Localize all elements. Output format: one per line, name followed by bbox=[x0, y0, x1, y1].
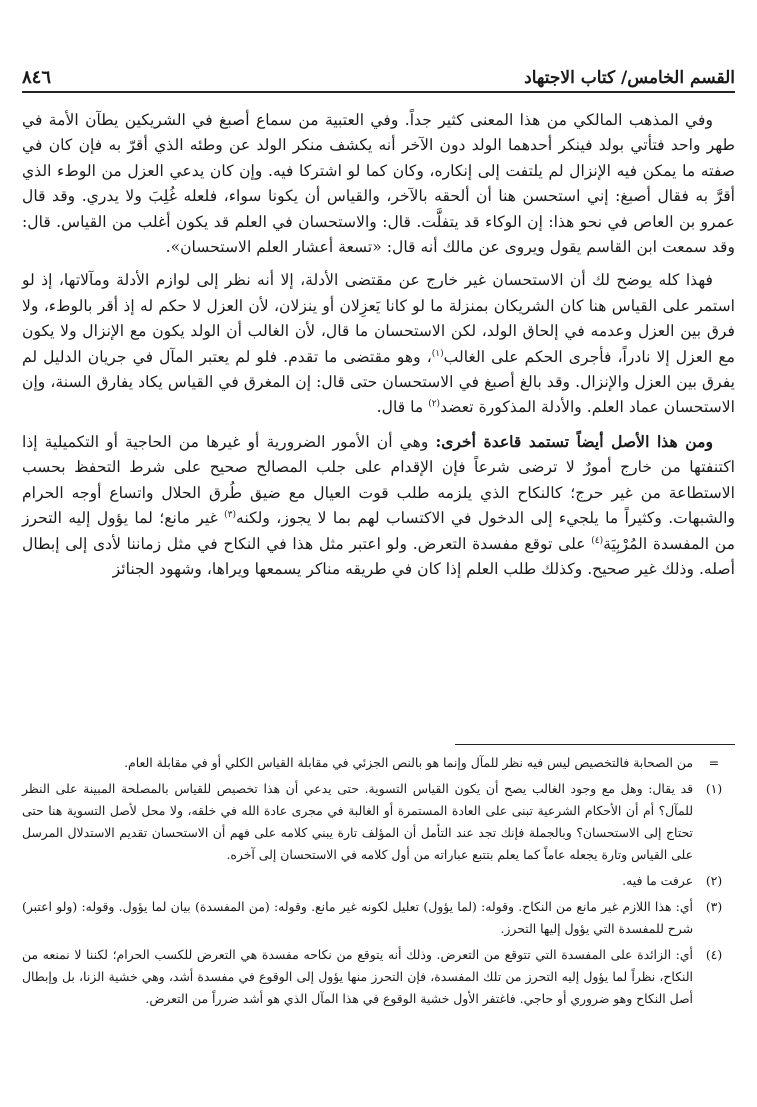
footnote-text: من الصحابة فالتخصيص ليس فيه نظر للمآل وإنما هو بالنص الجزئي في مقابلة القياس الكلي أو في مقابلة العام. bbox=[124, 755, 693, 770]
footnote-text: أي: الزائدة على المفسدة التي تتوقع من التعرض. وذلك أنه يتوقع من نكاحه مفسدة هي التعرض للكسب الحرام؛ لكننا لا نمنعه من النكاح، نظراً لما يؤول إليه التحرز من تلك المفسدة، فإن التحرز منها يؤول إلى الوقوع في مفسدة أشد، وهي خشية الزنا، بل وإبطال أصل النكاح وهو ضروري أو حاجي. فاغتفر الأول خشية الوقوع في هذا المآل الذي هو أشد ضرراً من التعرض. bbox=[22, 947, 693, 1006]
footnote-mark: (٣) bbox=[705, 899, 723, 914]
footnote-mark: (٢) bbox=[705, 873, 723, 888]
paragraph-3 bbox=[22, 429, 735, 582]
paragraph-3-part-a: وهي أن الأمور الضرورية أو غيرها من الحاجية أو التكميلية إذا اكتنفتها من خارج أمورٌ لا ترضى شرعاً فإن الإقدام على جلب المصالح صحيح على شرط التحفظ بحسب الاستطاعة من غير حرج؛ كالنكاح الذي يلزمه طلب قوت العيال مع ضيق طُرق الحلال واتساع أوجه الحرام والشبهات. وكثيراً ما يلجيء إلى الدخول في الاكتساب لهم بما لا يجوز، ولكنه bbox=[22, 432, 735, 528]
footnote-4 bbox=[22, 944, 735, 1010]
paragraph-2-part-c: ما قال. bbox=[376, 398, 429, 417]
page-number: ٨٤٦ bbox=[22, 67, 52, 88]
paragraph-1: وفي المذهب المالكي من هذا المعنى كثير جداً. وفي العتبية من سماع أصبغ في الشريكين يطآن الأمة في طهر واحد فتأتي بولد فينكر أحدهما الولد دون الآخر أنه يكشف منكر الولد عن وطئه الذي أقرّ به فإن كان في صفته ما يمكن فيه الإنزال لم يلتفت إلى إنكاره، وكان كما لو اشتركا فيه. وإن كان يدعي العزل من الوطء الذي أقرَّ به فقال أصبغ: إني استحسن هنا أن ألحقه بالآخر، والقياس أن يكونا سواء، فلعله غُلِبَ ولا يدري. وقد قال عمرو بن العاص في نحو هذا: إن الوكاء قد يتفلَّت. قال: والاستحسان في العلم قد يكون أغلب من القياس. قال: وقد سمعت ابن القاسم يقول ويروى عن مالك أنه قال: «تسعة أعشار العلم الاستحسان». bbox=[22, 111, 735, 257]
paragraph-2 bbox=[22, 268, 735, 420]
footnote-mark: (١) bbox=[705, 781, 723, 796]
footnote-3 bbox=[22, 896, 735, 940]
paragraph-3-part-b: غير مانع؛ لما يؤول إليه التحرز من المفسدة المُرْبِيَة bbox=[22, 509, 735, 553]
footnote-mark: (٤) bbox=[705, 947, 723, 962]
footnote-1 bbox=[22, 778, 735, 866]
footnote-2 bbox=[22, 870, 735, 892]
running-title: القسم الخامس/ كتاب الاجتهاد bbox=[524, 68, 735, 88]
paragraph-3-part-c: على توقع مفسدة التعرض. ولو اعتبر مثل هذا في النكاح في مثل زماننا لأدى إلى إبطال أصله. وذلك غير صحيح. وكذلك طلب العلم إذا كان في طريقه مناكر يسمعها ويراها، وشهود الجنائز bbox=[22, 534, 735, 578]
footnote-text: عرفت ما فيه. bbox=[622, 873, 693, 888]
footnote-mark: = bbox=[708, 755, 720, 770]
footnote-continued bbox=[22, 752, 735, 774]
footnotes bbox=[22, 752, 735, 1014]
footnote-ref-3[interactable]: (٣) bbox=[224, 509, 236, 520]
footnote-ref-4[interactable]: (٤) bbox=[591, 535, 604, 546]
footnote-divider bbox=[455, 744, 735, 745]
footnote-ref-1[interactable]: (١) bbox=[431, 348, 444, 359]
footnote-ref-2[interactable]: (٢) bbox=[428, 399, 441, 410]
footnote-text: أي: هذا اللازم غير مانع من النكاح. وقوله: (لما يؤول) تعليل لكونه غير مانع. وقوله: (من المفسدة) بيان لما يؤول. وقوله: (ولو اعتبر) شرح للمفسدة التي يؤول إليها التحرز. bbox=[22, 899, 693, 936]
page-header bbox=[22, 58, 735, 93]
paragraph-2-part-a: فهذا كله يوضح لك أن الاستحسان غير خارج عن مقتضى الأدلة، إلا أنه نظر إلى لوازم الأدلة ومآلاتها، إذ لو استمر على القياس هنا كان الشريكان بمنزلة ما لو كانا يَعزِلان أو ينزلان، لأن العزل لا حكم له إذ أقر بالوطء، ولا فرق بين العزل وعدمه في إلحاق الولد، لكن الاستحسان ما قال، لأن الغالب أن الولد يكون مع الإنزال ولا يكون مع العزل إلا نادراً، فأجرى الحكم على الغالب bbox=[22, 271, 735, 366]
paragraph-2-part-b: ، وهو مقتضى ما تقدم. فلو لم يعتبر المآل في جريان الدليل لم يفرق بين العزل والإنزال. وقد بالغ أصبغ في الاستحسان حتى قال: إن المغرق في القياس يكاد يفارق السنة، وإن الاستحسان عماد العلم. والأدلة المذكورة تعضد bbox=[22, 347, 735, 417]
main-text bbox=[22, 108, 735, 590]
footnote-text: قد يقال: وهل مع وجود الغالب يصح أن يكون القياس التسوية. حتى يدعي أن هذا تخصيص للقياس بالمصلحة المبينة على النظر للمآل؟ أم أن الأحكام الشرعية تبنى على العادة المستمرة أو الغالبة في مجرى عادة الله في خلقه، ولا محل لأصل التسوية هنا حتى تحتاج إلى الاستحسان؟ وبالجملة فإنك تجد عند التأمل أن المؤلف تارة يبني كلامه على فهم أن الاستحسان تقديم الاستدلال المرسل على القياس وتارة يجعله عاماً كما يعلم بتتبع عباراته من أول كلامه في الاستحسان إلى آخره. bbox=[22, 781, 693, 862]
paragraph-3-lead: ومن هذا الأصل أيضاً تستمد قاعدة أخرى: bbox=[435, 431, 713, 451]
